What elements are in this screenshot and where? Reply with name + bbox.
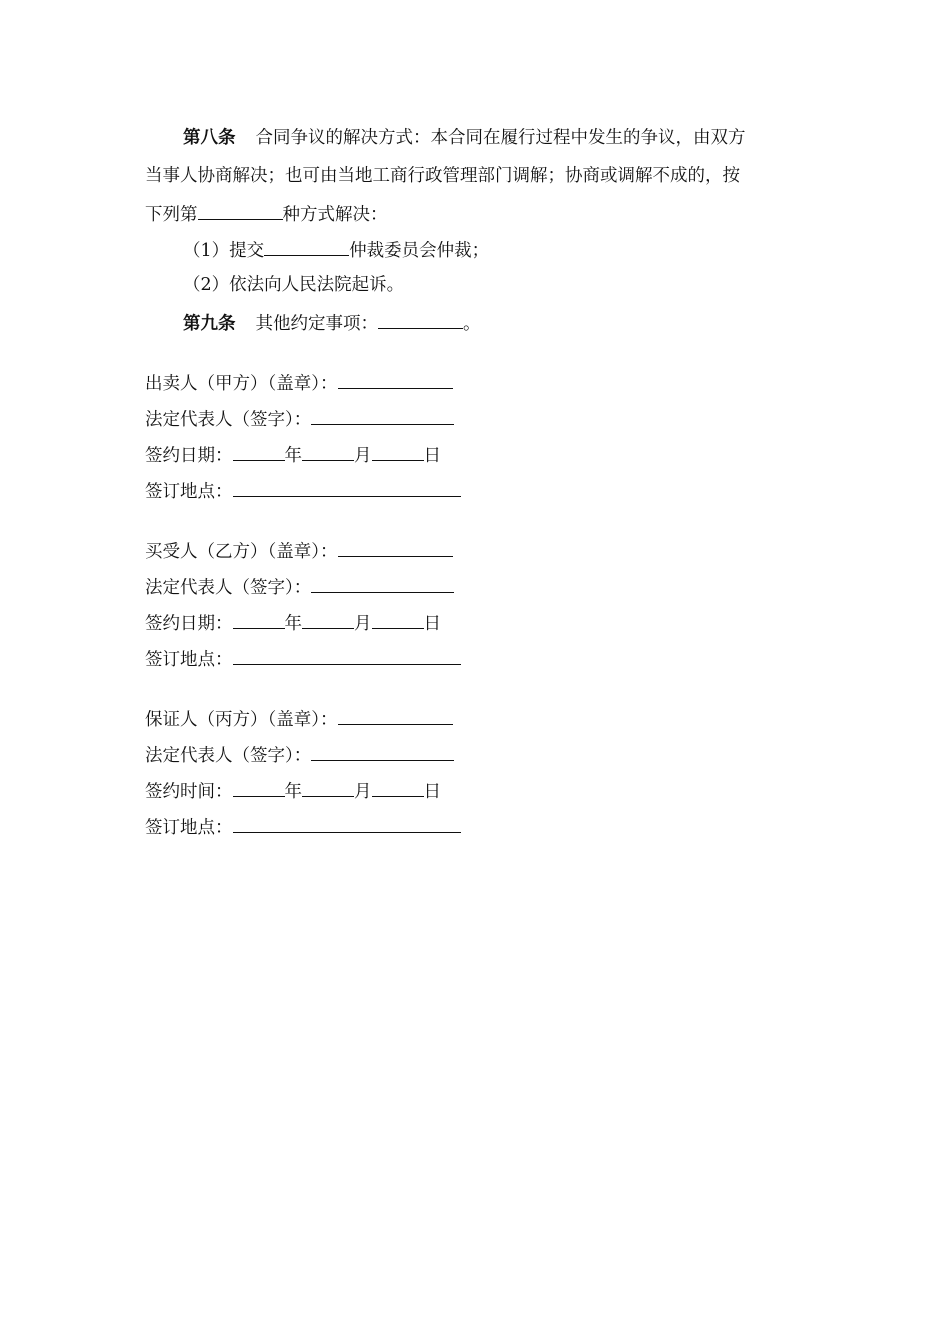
guarantor-rep-label: 法定代表人（签字）： (145, 746, 312, 766)
guarantor-place-blank[interactable] (233, 815, 461, 833)
article-9 (183, 311, 843, 335)
method-number-blank[interactable] (198, 202, 283, 220)
article-8-line-3 (145, 202, 805, 226)
buyer-place-line (145, 647, 805, 671)
buyer-day-blank[interactable] (372, 611, 424, 629)
buyer-place-blank[interactable] (233, 647, 461, 665)
seller-rep-line (145, 407, 805, 431)
article-8-text-3b: 种方式解决： (282, 205, 388, 225)
year-unit: 年 (284, 782, 302, 802)
buyer-rep-label: 法定代表人（签字）： (145, 578, 312, 598)
day-unit: 日 (423, 446, 441, 466)
guarantor-rep-blank[interactable] (311, 743, 454, 761)
seller-party-line (145, 371, 805, 395)
seller-seal-blank[interactable] (338, 371, 453, 389)
guarantor-party-line (145, 707, 805, 731)
buyer-date-line (145, 611, 805, 635)
seller-date-label: 签约日期： (145, 446, 233, 466)
guarantor-seal-blank[interactable] (338, 707, 453, 725)
buyer-rep-blank[interactable] (311, 575, 454, 593)
seller-month-blank[interactable] (302, 443, 354, 461)
article-9-text: 其他约定事项： (255, 314, 378, 334)
month-unit: 月 (354, 782, 372, 802)
option-1 (183, 238, 843, 262)
arbitration-commission-blank[interactable] (264, 238, 349, 256)
seller-place-label: 签订地点： (145, 482, 233, 502)
month-unit: 月 (354, 614, 372, 634)
option-1-suffix: 仲裁委员会仲裁； (349, 241, 490, 261)
article-8-text-3a: 下列第 (145, 205, 198, 225)
buyer-year-blank[interactable] (233, 611, 285, 629)
buyer-rep-line (145, 575, 805, 599)
seller-party-label: 出卖人（甲方）（盖章）： (145, 374, 338, 394)
year-unit: 年 (284, 446, 302, 466)
guarantor-place-line (145, 815, 805, 839)
option-2 (183, 274, 843, 296)
guarantor-rep-line (145, 743, 805, 767)
article-8-text-2: 当事人协商解决；也可由当地工商行政管理部门调解；协商或调解不成的，按 (145, 166, 740, 186)
guarantor-year-blank[interactable] (233, 779, 285, 797)
article-8-line-2 (145, 165, 805, 187)
seller-rep-label: 法定代表人（签字）： (145, 410, 312, 430)
buyer-seal-blank[interactable] (338, 539, 453, 557)
seller-date-line (145, 443, 805, 467)
guarantor-day-blank[interactable] (372, 779, 424, 797)
buyer-place-label: 签订地点： (145, 650, 233, 670)
seller-place-blank[interactable] (233, 479, 461, 497)
option-1-prefix: （1）提交 (183, 241, 265, 261)
guarantor-date-line (145, 779, 805, 803)
buyer-party-label: 买受人（乙方）（盖章）： (145, 542, 338, 562)
article-8-line-1 (183, 127, 843, 149)
buyer-month-blank[interactable] (302, 611, 354, 629)
article-8-text-1: 合同争议的解决方式：本合同在履行过程中发生的争议，由双方 (255, 128, 746, 148)
guarantor-party-label: 保证人（丙方）（盖章）： (145, 710, 338, 730)
month-unit: 月 (354, 446, 372, 466)
article-9-heading: 第九条 (183, 314, 236, 334)
day-unit: 日 (423, 614, 441, 634)
year-unit: 年 (284, 614, 302, 634)
other-matters-blank[interactable] (378, 311, 463, 329)
guarantor-month-blank[interactable] (302, 779, 354, 797)
option-2-text: （2）依法向人民法院起诉。 (183, 275, 405, 295)
seller-day-blank[interactable] (372, 443, 424, 461)
seller-place-line (145, 479, 805, 503)
buyer-date-label: 签约日期： (145, 614, 233, 634)
guarantor-date-label: 签约时间： (145, 782, 233, 802)
article-9-end: 。 (463, 314, 481, 334)
day-unit: 日 (423, 782, 441, 802)
seller-rep-blank[interactable] (311, 407, 454, 425)
seller-year-blank[interactable] (233, 443, 285, 461)
buyer-party-line (145, 539, 805, 563)
article-8-heading: 第八条 (183, 128, 236, 148)
guarantor-place-label: 签订地点： (145, 818, 233, 838)
